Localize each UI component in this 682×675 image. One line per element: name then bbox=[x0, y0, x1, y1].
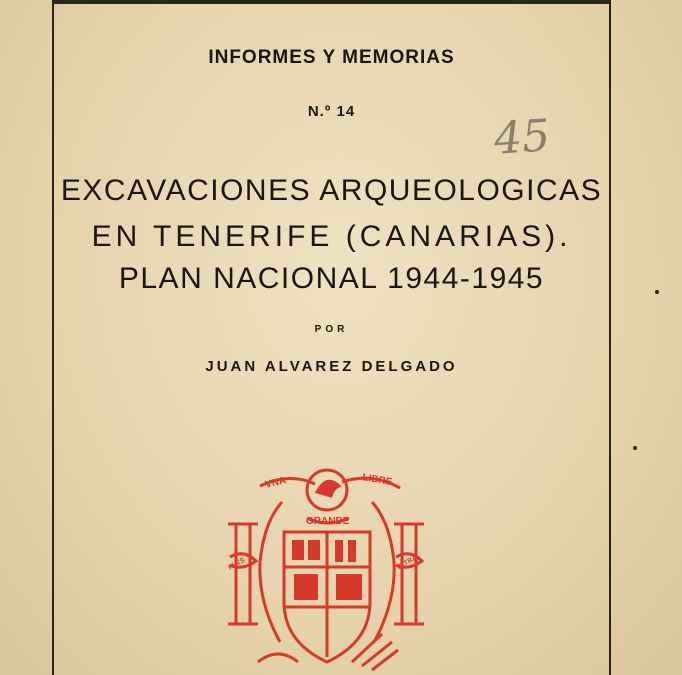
right-column bbox=[402, 524, 416, 624]
right-wing bbox=[372, 502, 394, 642]
author-name: JUAN ALVAREZ DELGADO bbox=[205, 358, 458, 375]
left-column bbox=[236, 524, 250, 624]
title-line-3: PLAN NACIONAL 1944-1945 bbox=[118, 262, 545, 295]
column-word-1: PLVS bbox=[227, 556, 247, 572]
eagle-head bbox=[317, 481, 339, 496]
title-line-1: EXCAVACIONES ARQUEOLOGICAS bbox=[60, 174, 603, 207]
left-border-line bbox=[52, 0, 54, 675]
left-wing bbox=[260, 502, 282, 642]
right-border-line bbox=[609, 0, 611, 675]
left-column-capitals bbox=[228, 524, 258, 624]
right-column-capitals bbox=[394, 524, 424, 624]
title-line-2: EN TENERIFE (CANARIAS). bbox=[91, 220, 572, 253]
yoke bbox=[258, 654, 298, 662]
by-label: POR bbox=[314, 324, 349, 335]
motto-word-1: VNA bbox=[264, 475, 288, 491]
motto-word-2: GRANDE bbox=[306, 516, 350, 527]
motto-word-3: LIBRE bbox=[361, 472, 393, 489]
top-border bbox=[52, 0, 611, 4]
paper-speck bbox=[633, 446, 637, 450]
paper-speck bbox=[655, 290, 659, 294]
handwritten-note: 45 bbox=[492, 110, 552, 165]
coat-of-arms-emblem bbox=[222, 462, 432, 675]
column-word-2: VLTRA bbox=[395, 554, 419, 572]
series-title: INFORMES Y MEMORIAS bbox=[208, 47, 455, 68]
issue-number: N.º 14 bbox=[307, 103, 356, 120]
